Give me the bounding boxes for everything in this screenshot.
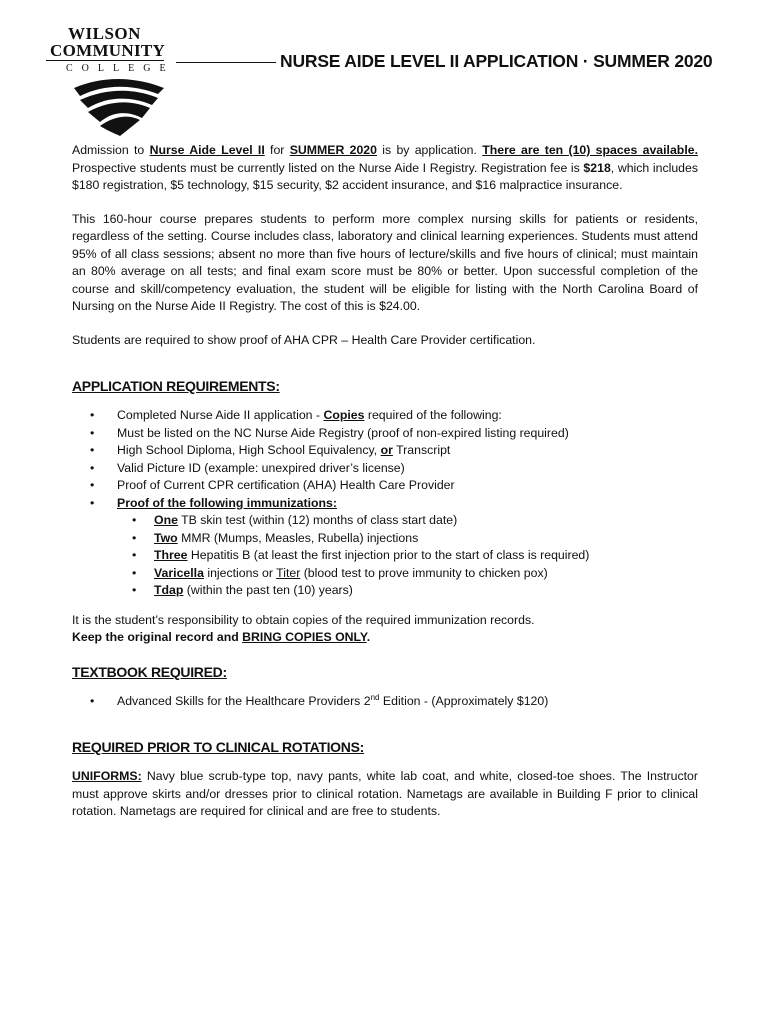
text-run: .	[366, 630, 371, 644]
intro-paragraph-cpr: Students are required to show proof of AHA CPR – Health Care Provider certification.	[72, 332, 536, 347]
text-run: Admission to	[72, 143, 150, 157]
list-item	[72, 693, 698, 711]
immunization-key: Tdap	[154, 583, 184, 597]
list-item: • Valid Picture ID (example: unexpired driver’s license)	[72, 460, 698, 478]
list-item: • Proof of Current CPR certification (AHA) Health Care Provider	[72, 477, 698, 495]
title-rule	[176, 62, 276, 63]
text-run: (blood test to prove immunity to chicken pox)	[300, 565, 548, 580]
text-run: , which includes $180 registration, $5 technology, $15 security, $2 accident insurance, and $16 malpractice insurance.	[72, 160, 699, 192]
college-logo	[46, 24, 176, 124]
document-body	[72, 142, 698, 821]
titer-emphasis: Titer	[276, 565, 301, 580]
text-run: (within the past ten (10) years)	[183, 583, 353, 597]
superscript: nd	[370, 692, 380, 702]
text-run: TB skin test (within (12) months of class start date)	[177, 513, 458, 527]
textbook-list	[72, 693, 698, 711]
list-item	[72, 530, 698, 548]
logo-swoosh-icon	[72, 74, 172, 140]
intro-paragraph-admission	[72, 142, 698, 195]
copies-emphasis: Copies	[323, 408, 365, 422]
text-run: Edition - (Approximately $120)	[379, 693, 549, 708]
text-run: MMR (Mumps, Measles, Rubella) injections	[177, 530, 419, 545]
list-item	[72, 495, 698, 600]
program-name: Nurse Aide Level II	[149, 143, 265, 157]
text-run: Navy blue scrub-type top, navy pants, white lab coat, and white, closed-toe shoes. The Instructor must approve skirts and/or dresses prior to clinical rotation. Nametags are available in Building F prior to clinical rotation. Nametags are required for clinical and are free to students.	[72, 769, 698, 818]
logo-text-college: COLLEGE	[66, 63, 175, 74]
heading-textbook-required: TEXTBOOK REQUIRED:	[72, 663, 227, 680]
page-title: NURSE AIDE LEVEL II APPLICATION · SUMMER 2020	[280, 51, 713, 71]
uniforms-paragraph	[72, 768, 698, 821]
immunization-key: Three	[154, 548, 188, 562]
text-run: Transcript	[392, 443, 451, 457]
copies-note	[72, 629, 698, 647]
text-run: injections or	[203, 565, 277, 580]
text-run: Completed Nurse Aide II application -	[117, 408, 324, 422]
list-item: • Must be listed on the NC Nurse Aide Registry (proof of non-expired listing required)	[72, 425, 698, 443]
intro-paragraph-course: This 160-hour course prepares students to perform more complex nursing skills for patients or residents, regardless of the setting. Course includes class, laboratory and clinical learning experiences. Students must attend 95% of all class sessions; absent no more than five hours of lecture/skills and five hours of clinical; must maintain an 80% average on all tests; and final exam score must be 80% or better. Upon successful completion of the course and skill/competency evaluation, the student will be eligible for listing with the North Carolina Board of Nursing on the Nurse Aide II Registry. The cost of this is $24.00.	[72, 211, 698, 313]
immunization-key: Varicella	[154, 565, 204, 580]
text-run: Prospective students must be currently listed on the Nurse Aide I Registry. Registration fee is	[72, 160, 584, 175]
copies-only-emphasis: BRING COPIES ONLY	[242, 630, 367, 644]
logo-text-community: COMMUNITY	[50, 41, 166, 60]
text-run: Advanced Skills for the Healthcare Providers 2	[117, 693, 371, 708]
registration-fee: $218	[583, 160, 611, 175]
heading-required-prior-clinical: REQUIRED PRIOR TO CLINICAL ROTATIONS:	[72, 739, 364, 755]
term-name: SUMMER 2020	[289, 143, 377, 157]
uniforms-label: UNIFORMS:	[72, 769, 142, 783]
requirements-list	[72, 407, 698, 600]
list-item	[72, 547, 698, 565]
list-item	[72, 442, 698, 460]
text-run: Hepatitis B (at least the first injection prior to the start of class is required)	[187, 548, 590, 562]
list-item	[72, 407, 698, 425]
list-item	[72, 512, 698, 530]
logo-rule	[46, 60, 164, 61]
list-item	[72, 565, 698, 583]
spaces-available: There are ten (10) spaces available.	[482, 143, 698, 157]
list-item	[72, 582, 698, 600]
immunization-key: One	[154, 513, 178, 527]
immunization-note: It is the student’s responsibility to obtain copies of the required immunization records.	[72, 612, 535, 627]
immunizations-list	[117, 512, 698, 600]
immunization-key: Two	[154, 530, 178, 545]
or-emphasis: or	[380, 443, 393, 457]
text-run: required of the following:	[364, 408, 502, 422]
immunizations-heading: Proof of the following immunizations:	[117, 495, 337, 510]
text-run: is by application.	[376, 143, 483, 157]
text-run: Keep the original record and	[72, 630, 243, 644]
heading-application-requirements: APPLICATION REQUIREMENTS:	[72, 378, 280, 394]
logo-text-wilson: WILSON	[68, 24, 141, 43]
text-run: High School Diploma, High School Equivalency,	[117, 443, 381, 457]
text-run: for	[264, 143, 290, 157]
